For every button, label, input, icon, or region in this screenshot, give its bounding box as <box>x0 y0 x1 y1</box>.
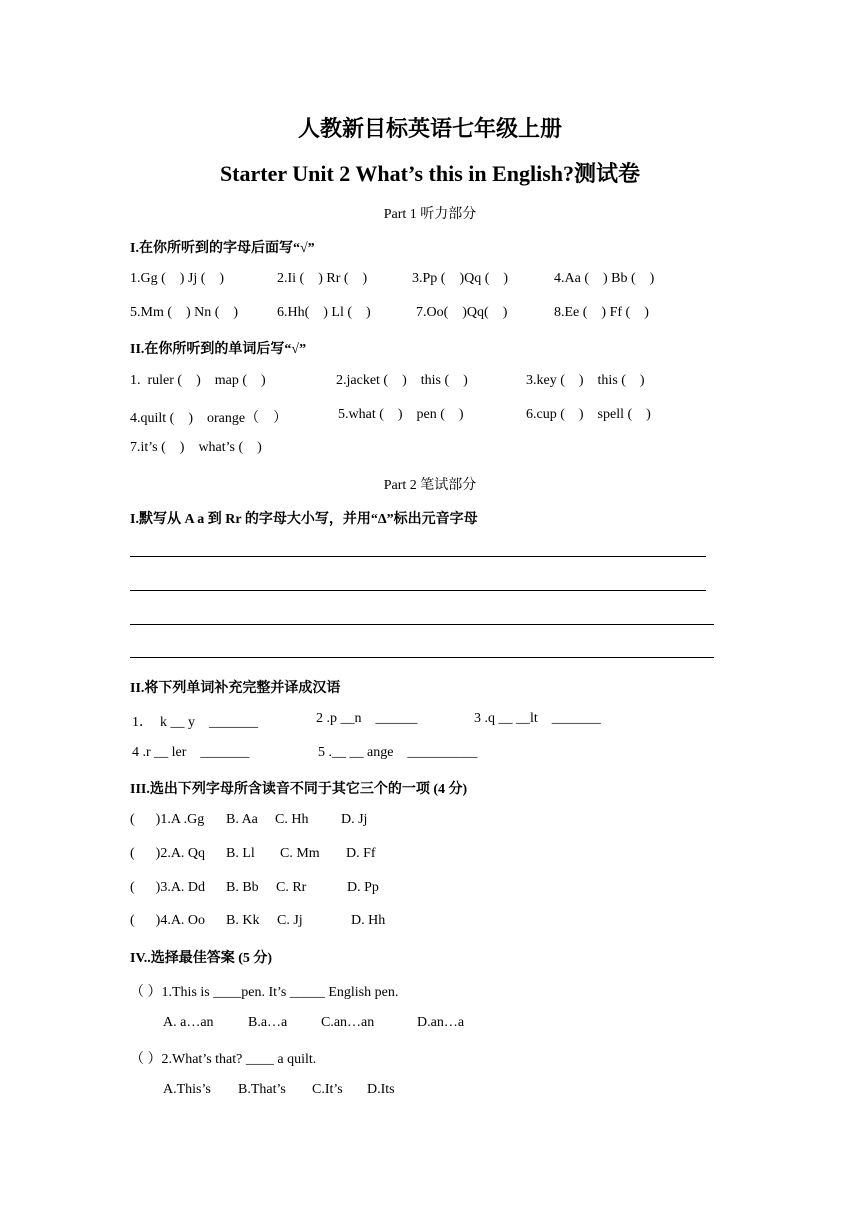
option-c: C. Jj <box>277 913 303 928</box>
choice-question-1: （ ）1.This is ____pen. It’s _____ English pen. <box>130 985 399 1000</box>
option-d: D.Its <box>367 1082 395 1097</box>
part2-sec4-heading: IV..选择最佳答案 (5 分) <box>130 951 273 966</box>
option-d: D. Ff <box>346 846 376 861</box>
part1-sec1-heading: I.在你所听到的字母后面写“√” <box>130 241 315 256</box>
part2-sec3-heading: III.选出下列字母所含读音不同于其它三个的一项 (4 分) <box>130 782 468 797</box>
part1-sec1-row2 <box>130 305 730 323</box>
item: 2.Ii ( ) Rr ( ) <box>277 271 368 286</box>
writing-line[interactable] <box>130 657 714 658</box>
part2-sec2-row2 <box>130 745 730 763</box>
option-c: C. Hh <box>275 812 309 827</box>
option-d: D.an…a <box>417 1015 465 1030</box>
item: 3.Pp ( )Qq ( ) <box>412 271 509 286</box>
part1-sec1-row1 <box>130 271 730 289</box>
item: 1.Gg ( ) Jj ( ) <box>130 271 225 286</box>
option-b: B. Ll <box>226 846 255 861</box>
part2-sec2-row1 <box>130 711 730 729</box>
writing-line[interactable] <box>130 590 706 591</box>
item: 4.Aa ( ) Bb ( ) <box>554 271 655 286</box>
writing-line[interactable] <box>130 624 714 625</box>
item: 2 .p __n ______ <box>316 711 418 726</box>
option-d: D. Hh <box>351 913 386 928</box>
mc-question-1 <box>130 812 530 830</box>
page-subtitle: Starter Unit 2 What’s this in English?测试卷 <box>219 161 641 186</box>
option-c: C.an…an <box>321 1015 375 1030</box>
item: 1. ruler ( ) map ( ) <box>130 373 266 388</box>
option-b: B.That’s <box>238 1082 286 1097</box>
choice-question-1-options <box>163 1015 563 1033</box>
item: 7.Oo( )Qq( ) <box>416 305 508 320</box>
item: 7.it’s ( ) what’s ( ) <box>130 440 262 455</box>
option-c: C.It’s <box>312 1082 343 1097</box>
mc-question-4 <box>130 913 530 931</box>
question-stem: ( )3.A. Dd <box>130 880 206 895</box>
item: 5 .__ __ ange __________ <box>318 745 478 760</box>
part2-heading: Part 2 笔试部分 <box>383 478 477 493</box>
option-b: B. Kk <box>226 913 260 928</box>
part1-heading: Part 1 听力部分 <box>383 207 477 222</box>
mc-question-2 <box>130 846 530 864</box>
part1-sec2-row3 <box>130 440 730 458</box>
option-c: C. Mm <box>280 846 320 861</box>
item: 6.cup ( ) spell ( ) <box>526 407 651 422</box>
item: 8.Ee ( ) Ff ( ) <box>554 305 649 320</box>
item: 2.jacket ( ) this ( ) <box>336 373 468 388</box>
option-b: B. Bb <box>226 880 259 895</box>
part2-sec2-heading: II.将下列单词补充完整并译成汉语 <box>130 681 341 696</box>
item: 4 .r __ ler _______ <box>132 745 250 760</box>
item: 5.what ( ) pen ( ) <box>338 407 464 422</box>
item: 4.quilt ( ) orange（ ） <box>130 411 288 426</box>
item: 3 .q __ __lt _______ <box>474 711 601 726</box>
item: 6.Hh( ) Ll ( ) <box>277 305 371 320</box>
page-title: 人教新目标英语七年级上册 <box>297 117 562 142</box>
part1-sec2-heading: II.在你所听到的单词后写“√” <box>130 342 307 357</box>
mc-question-3 <box>130 880 530 898</box>
option-a: A.This’s <box>163 1082 211 1097</box>
option-b: B. Aa <box>226 812 258 827</box>
choice-question-2-options <box>163 1082 563 1100</box>
item: 1． k __ y _______ <box>132 715 258 730</box>
choice-question-2: （ ）2.What’s that? ____ a quilt. <box>130 1052 317 1067</box>
part1-sec2-row1 <box>130 373 730 391</box>
option-c: C. Rr <box>276 880 307 895</box>
writing-line[interactable] <box>130 556 706 557</box>
question-stem: ( )2.A. Qq <box>130 846 206 861</box>
question-stem: ( )1.A .Gg <box>130 812 205 827</box>
item: 5.Mm ( ) Nn ( ) <box>130 305 239 320</box>
option-a: A. a…an <box>163 1015 214 1030</box>
question-stem: ( )4.A. Oo <box>130 913 206 928</box>
part2-sec1-heading: I.默写从 A a 到 Rr 的字母大小写，并用“Δ”标出元音字母 <box>130 512 478 527</box>
option-d: D. Pp <box>347 880 379 895</box>
item: 3.key ( ) this ( ) <box>526 373 645 388</box>
option-d: D. Jj <box>341 812 368 827</box>
part1-sec2-row2 <box>130 407 730 425</box>
option-b: B.a…a <box>248 1015 288 1030</box>
